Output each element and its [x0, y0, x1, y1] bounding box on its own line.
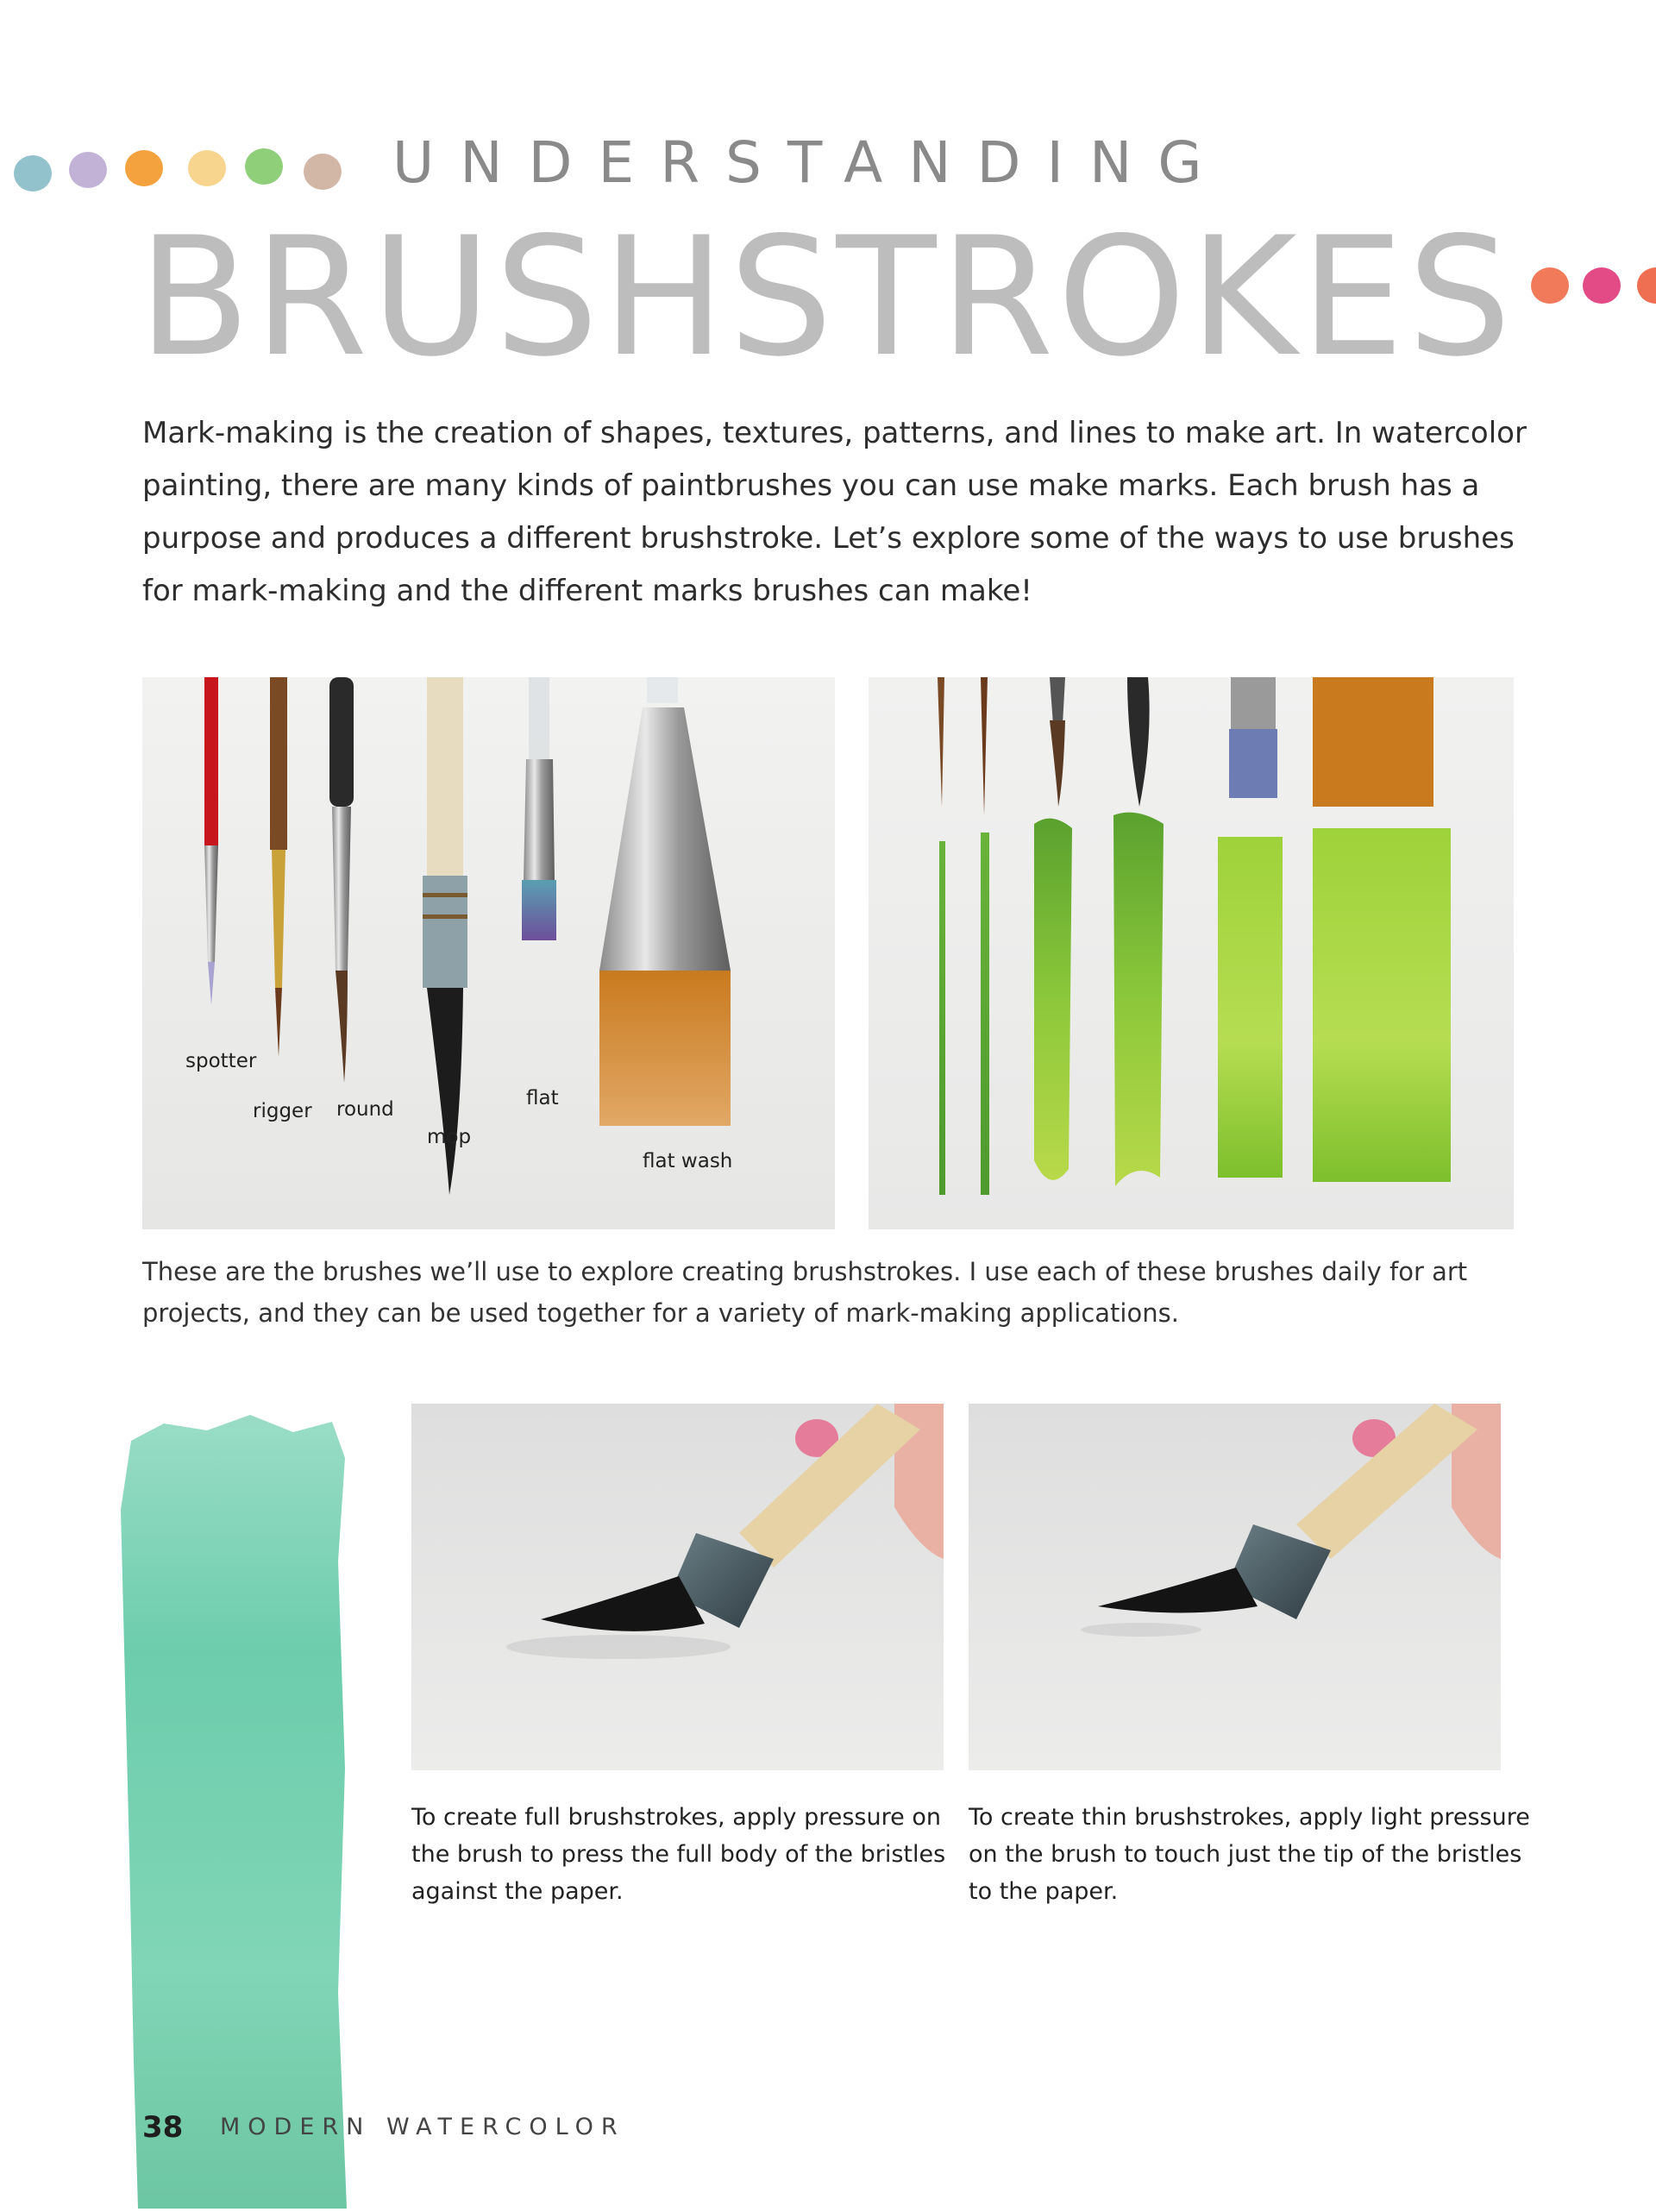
- dot-salmon: [1637, 267, 1656, 304]
- running-book-title: MODERN WATERCOLOR: [220, 2114, 625, 2140]
- dot-magenta: [1583, 267, 1621, 304]
- intro-paragraph: Mark-making is the creation of shapes, textures, patterns, and lines to make art. In watercolor painting, there are many kinds of paintbrushes you can use make marks. Each brush has a purpose and produces a different brushstroke. Let’s explore some of the ways to use brushes for mark-making and the different marks brushes can make!: [142, 416, 1527, 608]
- page-kicker: UNDERSTANDING: [392, 129, 1228, 196]
- full-brushstroke-photo: [411, 1404, 944, 1770]
- dot-taupe: [304, 154, 342, 190]
- full-brushstroke-caption: To create full brushstrokes, apply pressure on the brush to press the full body of the bristles against the paper.: [411, 1804, 946, 1905]
- label-mop: mop: [427, 1126, 472, 1148]
- thin-brushstroke-photo: [969, 1404, 1501, 1770]
- dot-lavender: [69, 152, 107, 188]
- brushstrokes-sample-photo: [869, 677, 1514, 1229]
- dot-green: [245, 148, 283, 185]
- dot-coral: [1531, 267, 1569, 304]
- label-spotter: spotter: [185, 1050, 257, 1072]
- label-rigger: rigger: [253, 1100, 312, 1122]
- thin-brushstroke-caption: To create thin brushstrokes, apply light pressure on the brush to touch just the tip of the bristles to the paper.: [969, 1804, 1530, 1905]
- dot-teal: [14, 155, 52, 192]
- dot-pale-yellow: [188, 150, 226, 186]
- page-title: BRUSHSTROKES: [138, 202, 1515, 393]
- watercolor-swatch: [112, 1406, 371, 2209]
- label-round: round: [336, 1098, 394, 1121]
- brushes-caption: These are the brushes we’ll use to explore creating brushstrokes. I use each of these brushes daily for art projects, and they can be used together for a variety of mark-making applications.: [142, 1257, 1468, 1328]
- label-flat: flat: [526, 1087, 559, 1109]
- dot-orange: [125, 150, 163, 186]
- brushes-photo: [142, 677, 835, 1229]
- page-number: 38: [142, 2110, 184, 2145]
- label-flat-wash: flat wash: [643, 1150, 733, 1172]
